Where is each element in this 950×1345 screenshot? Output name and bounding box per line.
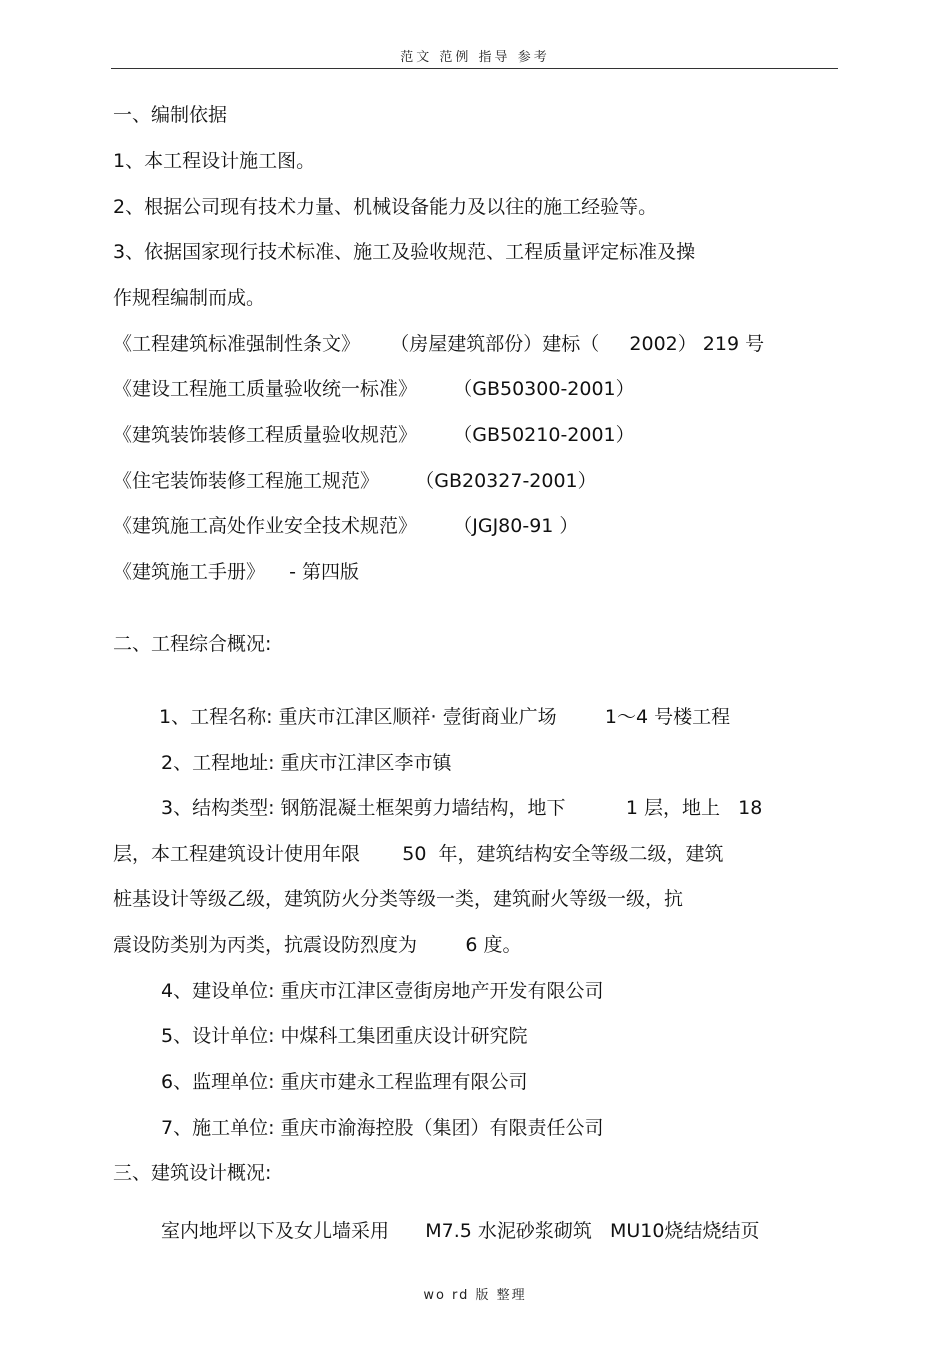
ref-4: 《住宅装饰装修工程施工规范》 （GB20327-2001） [113,470,597,492]
ref-1: 《工程建筑标准强制性条文》 （房屋建筑部份）建标（ 2002） 219 号 [113,333,765,355]
section2-item-1: 1、工程名称: 重庆市江津区顺祥· 壹街商业广场 1～4 号楼工程 [159,706,731,728]
section1-item-3: 3、依据国家现行技术标准、施工及验收规范、工程质量评定标准及操 [113,241,696,263]
section2-item-3: 3、结构类型: 钢筋混凝土框架剪力墙结构，地下 1 层，地上 18 [161,797,763,819]
section2-item-5: 5、设计单位: 中煤科工集团重庆设计研究院 [161,1025,528,1047]
section2-item-3-cont-1: 层，本工程建筑设计使用年限 50 年，建筑结构安全等级二级，建筑 [113,843,724,865]
section3-title: 三、建筑设计概况: [113,1162,272,1184]
section2-item-2: 2、工程地址: 重庆市江津区李市镇 [161,752,452,774]
section2-item-3-cont-2: 桩基设计等级乙级，建筑防火分类等级一类，建筑耐火等级一级，抗 [113,888,684,910]
section1-item-2: 2、根据公司现有技术力量、机械设备能力及以往的施工经验等。 [113,196,658,218]
section2-item-7: 7、施工单位: 重庆市渝海控股（集团）有限责任公司 [161,1117,604,1139]
header-rule [111,68,838,69]
section2-item-4: 4、建设单位: 重庆市江津区壹街房地产开发有限公司 [161,980,604,1002]
section1-item-3-cont: 作规程编制而成。 [113,287,266,309]
section1-item-1: 1、本工程设计施工图。 [113,150,316,172]
page-footer: wo rd 版 整理 [423,1288,527,1303]
ref-2: 《建设工程施工质量验收统一标准》 （GB50300-2001） [113,378,635,400]
page-header: 范文 范例 指导 参考 [400,50,550,65]
section2-title: 二、工程综合概况: [113,633,272,655]
section3-item-1: 室内地坪以下及女儿墙采用 M7.5 水泥砂浆砌筑 MU10烧结烧结页 [161,1220,760,1242]
section1-title: 一、编制依据 [113,104,228,126]
section2-item-3-cont-3: 震设防类别为丙类，抗震设防烈度为 6 度。 [113,934,522,956]
section2-item-6: 6、监理单位: 重庆市建永工程监理有限公司 [161,1071,528,1093]
ref-3: 《建筑装饰装修工程质量验收规范》 （GB50210-2001） [113,424,635,446]
ref-5: 《建筑施工高处作业安全技术规范》 （JGJ80-91 ） [113,515,579,537]
ref-6: 《建筑施工手册》 - 第四版 [113,561,360,583]
